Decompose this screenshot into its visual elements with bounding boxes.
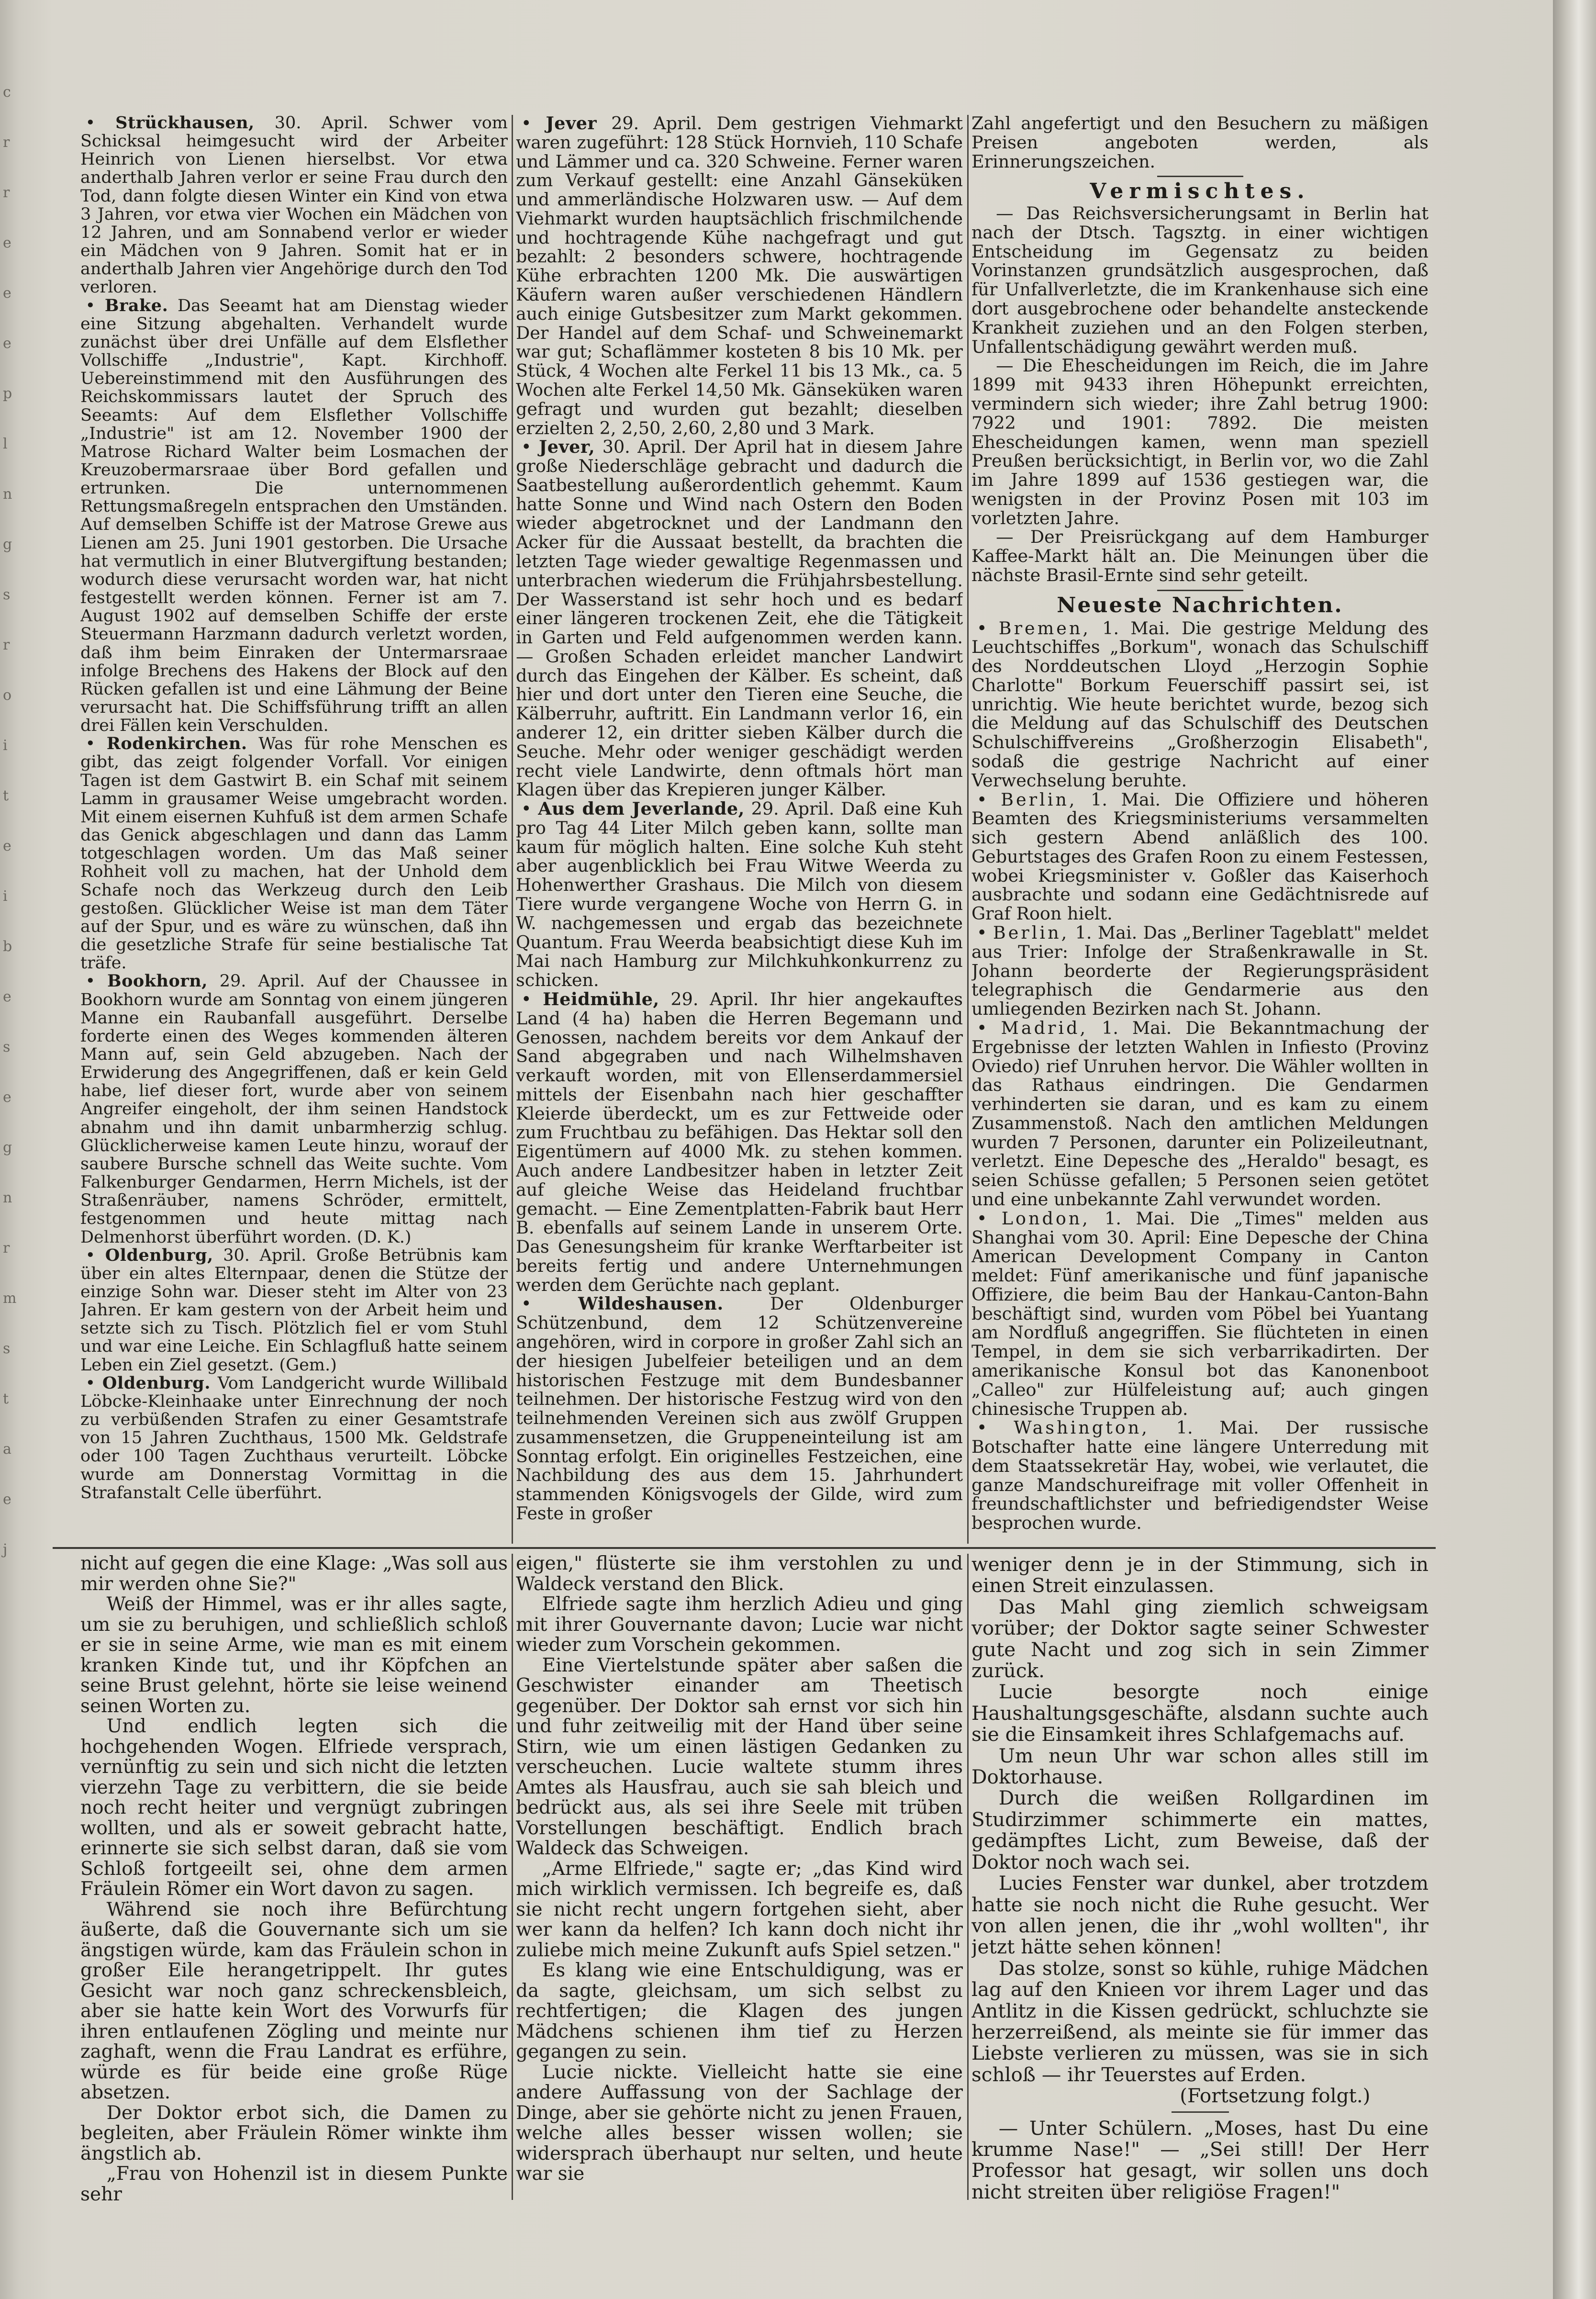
edge-letter: i xyxy=(3,737,8,754)
edge-letter: s xyxy=(3,1039,11,1055)
story-paragraph: Durch die weißen Rollgardinen im Studirzimmer schimmerte ein mattes, gedämpftes Licht, zum Beweise, daß der Doktor noch wach sei. xyxy=(971,1786,1429,1873)
news-text: Zahl angefertigt und den Besuchern zu mäßigen Preisen angeboten werden, als Erinnerungszeichen. xyxy=(971,114,1429,172)
news-item: • Aus dem Jeverlande, 29. April. Daß eine Kuh pro Tag 44 Liter Milch geben kann, sollte man kaum für möglich halten. Eine solche Kuh steht aber augenblicklich bei Frau Witwe Weerda zu Hohenwerther Grashaus. Die Milch von diesem Tiere wurde vergangene Woche von Herrn G. in W. nachgemessen und ergab das bezeichnete Quantum. Frau Weerda beabsichtigt diese Kuh im Mai nach Hamburg zur Milchkuhkonkurrenz zu schicken. xyxy=(516,798,963,991)
column-rule xyxy=(512,115,513,1544)
telegram-item: • Berlin, 1. Mai. Die Offiziere und höheren Beamten des Kriegsministeriums versammelten sich gestern Abend anläßlich des 100. Geburtstages des Grafen Roon zu einem Festessen, wobei Kriegsminister v. Goßler das Kaiserhoch ausbrachte und sodann eine Gedächtnisrede auf Graf Roon hielt. xyxy=(971,789,1429,924)
story-paragraph: Und endlich legten sich die hochgehenden Wogen. Elfriede versprach, vernünftig zu sein und sich nicht die letzten vierzehn Tage zu verbittern, die sie beide noch recht heiter und vergnügt zubringen wollten, und als er soweit gebracht hatte, erinnerte sie sich selbst daran, daß sie vom Schloß fortgeeilt sei, ohne dem armen Fräulein Römer ein Wort davon zu sagen. xyxy=(80,1716,508,1900)
news-item: • Brake. Das Seeamt hat am Dienstag wieder eine Sitzung abgehalten. Verhandelt wurde zunächst über drei Unfälle auf dem Elsflether Vollschiffe „Industrie", Kapt. Kirchhoff. Uebereinstimmend mit den Ausführungen des Reichskommissars lautet der Spruch des Seeamts: Auf dem Elsflether Vollschiffe „Industrie" ist am 12. November 1900 der Matrose Richard Walter beim Losmachen der Kreuzobermarsraae über Bord gefallen und ertrunken. Die unternommenen Rettungsmaßregeln entsprachen den Umständen. Auf demselben Schiffe ist der Matrose Grewe aus Lienen am 25. Juni 1901 gestorben. Die Ursache hat vermutlich in einer Blutvergiftung bestanden; wodurch diese verursacht worden war, hat nicht festgestellt werden können. Ferner ist am 7. August 1902 auf demselben Schiffe der erste Steuermann Harzmann dadurch verletzt worden, daß ihm beim Einraken der Untermarsraae infolge Brechens des Hakens der Block auf den Rücken gefallen ist und eine Lähmung der Beine verursacht hat. Die Schiffsführung trifft an allen drei Fällen kein Verschulden. xyxy=(80,295,508,736)
edge-letter: g xyxy=(3,1139,12,1156)
news-item: • Jever 29. April. Dem gestrigen Viehmarkt waren zugeführt: 128 Stück Hornvieh, 110 Schafe und Lämmer und ca. 320 Schweine. Ferner waren zum Verkauf gestellt: eine Anzahl Gänseküken und ammerländische Holzwaren usw. — Auf dem Viehmarkt wurden hauptsächlich frischmilchende und hochtragende Kühe nachgefragt und gut bezahlt: 2 besonders schwere, hochtragende Kühe erbrachten 1200 Mk. Die auswärtigen Käufern waren außer verschiedenen Händlern auch einige Gutsbesitzer zum Markt gekommen. Der Handel auf dem Schaf- und Schweinemarkt war gut; Schaflämmer kosteten 8 bis 10 Mk. per Stück, 4 Wochen alte Ferkel 11 bis 13 Mk., ca. 5 Wochen alte Ferkel 14,50 Mk. Gänseküken waren gefragt und wurden gut bezahlt; dieselben erzielten 2, 2,50, 2,60, 2,80 und 3 Mark. xyxy=(516,114,963,438)
news-text: 29. April. Auf der Chaussee in Bookhorn wurde am Sonntag von einem jüngeren Manne ein Raubanfall ausgeführt. Derselbe forderte einen des Weges kommenden älteren Mann auf, sein Geld abzugeben. Nach der Erwiderung des Angegriffenen, daß er kein Geld habe, lief dieser fort, wurde aber von seinem Angreifer eingeholt, der ihm seinen Handstock abnahm und ihn damit unbarmherzig schlug. Glücklicherweise kamen Leute hinzu, worauf der saubere Bursche schnell das Weite suchte. Vom Falkenburger Gendarmen, Herrn Michels, ist der Straßenräuber, namens Schröder, ermittelt, festgenommen und heute mittag nach Delmenhorst überführt worden. (D. K.) xyxy=(80,972,508,1247)
story-paragraph: Lucies Fenster war dunkel, aber trotzdem hatte sie noch nicht die Ruhe gesucht. Wer von allen jenen, die ihr „wohl wollten", ihr jetzt hätte sehen können! xyxy=(971,1872,1429,1959)
news-item: • Wildeshausen. Der Oldenburger Schützenbund, dem 12 Schützenvereine angehören, wird in corpore in großer Zahl sich an der hiesigen Jubelfeier beteiligen und an dem historischen Festzuge mit dem Bundesbanner teilnehmen. Der historische Festzug wird von den teilnehmenden Vereinen sich aus zwölf Gruppen zusammensetzen, die Gruppeneinteilung ist am Sonntag erfolgt. Ein originelles Festzeichen, eine Nachbildung des aus dem 15. Jahrhundert stammenden Königsvogels der Gilde, wird zum Feste in großer xyxy=(516,1293,963,1524)
edge-letter: m xyxy=(3,1290,17,1307)
news-item: • Strückhausen, 30. April. Schwer vom Schicksal heimgesucht wird der Arbeiter Heinrich von Lienen hierselbst. Vor etwa anderthalb Jahren verlor er seine Frau durch den Tod, dann folgte diesen Winter ein Kind von etwa 3 Jahren, vor etwa vier Wochen ein Mädchen von 12 Jahren, und am Sonnabend verlor er wieder ein Mädchen von 9 Jahren. Somit hat er in anderthalb Jahren vier Angehörige durch den Tod verloren. xyxy=(80,114,508,297)
telegram-text: 1. Mai. Die Offiziere und höheren Beamten des Kriegsministeriums versammelten sich gestern Abend anläßlich des 100. Geburtstages des Grafen Roon zu einem Festessen, wobei Kriegsminister v. Goßler das Kaiserhoch ausbrachte und sodann eine Gedächtnisrede auf Graf Roon hielt. xyxy=(971,789,1429,924)
news-column-2 xyxy=(516,114,963,1543)
news-text: 29. April. Dem gestrigen Viehmarkt waren zugeführt: 128 Stück Hornvieh, 110 Schafe und Lämmer und ca. 320 Schweine. Ferner waren zum Verkauf gestellt: eine Anzahl Gänseküken und ammerländische Holzwaren usw. — Auf dem Viehmarkt wurden hauptsächlich frischmilchende und hochtragende Kühe nachgefragt und gut bezahlt: 2 besonders schwere, hochtragende Kühe erbrachten 1200 Mk. Die auswärtigen Käufern waren außer verschiedenen Händlern auch einige Gutsbesitzer zum Markt gekommen. Der Handel auf dem Schaf- und Schweinemarkt war gut; Schaflämmer kosteten 8 bis 10 Mk. per Stück, 4 Wochen alte Ferkel 11 bis 13 Mk., ca. 5 Wochen alte Ferkel 14,50 Mk. Gänseküken waren gefragt und wurden gut bezahlt; dieselben erzielten 2, 2,50, 2,60, 2,80 und 3 Mark. xyxy=(516,114,963,438)
telegram-text: 1. Mai. Der russische Botschafter hatte eine längere Unterredung mit dem Staatssekretär Hay, wobei, wie verlautet, die ganze Mandschureifrage mit voller Offenheit in freundschaftlichster und befriedigendster Weise besprochen wurde. xyxy=(971,1417,1429,1534)
story-paragraph: „Arme Elfriede," sagte er; „das Kind wird mich wirklich vermissen. Ich begreife es, daß sie nicht recht ungern fortgehen sieht, aber wer kann da helfen? Ich kann doch nicht ihr zuliebe mich meine Zukunft aufs Spiel setzen." xyxy=(516,1858,963,1961)
edge-letter: r xyxy=(3,1240,10,1256)
news-text: 30. April. Der April hat in diesem Jahre große Niederschläge gebracht und dadurch die Saatbestellung außerordentlich gehemmt. Kaum hatte Sonne und Wind nach Ostern den Boden wieder abgetrocknet und der Landmann den Acker für die Aussaat bestellt, da brachten die letzten Tage wieder gewaltige Regenmassen und unterbrachen wiederum die Frühjahrsbestellung. Der Wasserstand ist sehr hoch und es bedarf einer längeren trockenen Zeit, ehe die Tätigkeit in Garten und Feld aufgenommen werden kann. — Großen Schaden erleidet mancher Landwirt durch das Eingehen der Kälber. Es scheint, daß hier und dort unter den Tieren eine Seuche, die Kälberruhr, auftritt. Ein Landmann verlor 16, ein anderer 12, ein dritter sieben Kälber durch die Seuche. Mehr oder weniger geschädigt werden recht viele Landwirte, denn oftmals hört man Klagen über das Krepieren junger Kälber. xyxy=(516,437,963,800)
telegram-dateline: Berlin, xyxy=(993,922,1070,943)
edge-letter: b xyxy=(3,938,12,955)
edge-letter: e xyxy=(3,1089,11,1106)
telegram-dateline: Berlin, xyxy=(1001,789,1077,810)
telegram-item: • London, 1. Mai. Die „Times" melden aus Shanghai vom 30. April: Eine Depesche der China American Development Company in Canton meldet: Fünf amerikanische und fünf japanische Offiziere, die beim Bau der Hankau-Canton-Bahn beschäftigt sind, wurden vom Pöbel bei Yuantang am Nordfluß angegriffen. Sie flüchteten in einen Tempel, in dem sie sich verbarrikadirten. Der amerikanische Konsul bot das Kanonenboot „Calleo" zur Hülfeleistung auf; auch gingen chinesische Truppen ab. xyxy=(971,1208,1429,1419)
news-dateline: Jever xyxy=(546,114,597,134)
news-text: 30. April. Schwer vom Schicksal heimgesucht wird der Arbeiter Heinrich von Lienen hierselbst. Vor etwa anderthalb Jahren verlor er seine Frau durch den Tod, dann folgte diesen Winter ein Kind von etwa 3 Jahren, vor etwa vier Wochen ein Mädchen von 12 Jahren, und am Sonnabend verlor er wieder ein Mädchen von 9 Jahren. Somit hat er in anderthalb Jahren vier Angehörige durch den Tod verloren. xyxy=(80,114,508,297)
news-column-3 xyxy=(971,114,1429,1543)
news-dateline: Oldenburg, xyxy=(105,1245,213,1265)
feuilleton-separator xyxy=(53,1547,1436,1549)
edge-letter: r xyxy=(3,134,10,151)
section-rule xyxy=(1172,2111,1229,2113)
news-continuation xyxy=(971,114,1429,171)
edge-letter: s xyxy=(3,586,11,603)
telegram-text: 1. Mai. Das „Berliner Tageblatt" meldet aus Trier: Infolge der Straßenkrawalle in St. Johann beorderte der Regierungspräsident telegraphisch die Gendarmerie aus den umliegenden Bezirken nach St. Johann. xyxy=(971,922,1429,1020)
story-paragraph: Weiß der Himmel, was er ihr alles sagte, um sie zu beruhigen, und schließlich schloß er sie in seine Arme, wie man es mit einem kranken Kinde tut, und ihr Köpfchen an seine Brust gelehnt, hörte sie leise weinend seinen Worten zu. xyxy=(80,1593,508,1717)
story-paragraph: Das Mahl ging ziemlich schweigsam vorüber; der Doktor sagte seiner Schwester gute Nacht und zog sich in sein Zimmer zurück. xyxy=(971,1595,1429,1682)
edge-letter: l xyxy=(3,436,8,452)
story-paragraph: weniger denn je in der Stimmung, sich in einen Streit einzulassen. xyxy=(971,1554,1429,1597)
story-paragraph: Während sie noch ihre Befürchtung äußerte, daß die Gouvernante sich um sie ängstigen würde, kam das Fräulein schon in großer Eile herangetrippelt. Ihr gutes Gesicht war noch ganz schreckensbleich, aber sie hatte kein Wort des Vorwurfs für ihren entlaufenen Zögling und meinte nur zaghaft, wenn die Frau Landrat es erführe, würde es für beide eine große Rüge absetzen. xyxy=(80,1898,508,2104)
story-paragraph: Der Doktor erbot sich, die Damen zu begleiten, aber Fräulein Römer winkte ihm ängstlich ab. xyxy=(80,2102,508,2164)
edge-letter: e xyxy=(3,1491,11,1508)
feuilleton-column-3 xyxy=(971,1554,1429,2205)
news-dateline: Heidmühle, xyxy=(543,988,659,1009)
column-rule xyxy=(512,1554,513,2200)
telegram-item: • Madrid, 1. Mai. Die Bekanntmachung der Ergebnisse der letzten Wahlen in Infiesto (Provinz Oviedo) rief Unruhen hervor. Die Wähler wollten in das Rathaus eindringen. Die Gendarmen verhinderten sie daran, und es kam zu einem Zusammenstoß. Nach den amtlichen Meldungen wurden 7 Personen, darunter ein Polizeileutnant, verletzt. Eine Depesche des „Heraldo" besagt, es seien Schüsse gefallen; 5 Personen seien getötet und eine unbekannte Zahl verwundet worden. xyxy=(971,1017,1429,1210)
edge-letter: e xyxy=(3,335,11,352)
edge-letter: o xyxy=(3,687,12,704)
edge-letter: n xyxy=(3,1189,12,1206)
news-text: 29. April. Ihr hier angekauftes Land (4 ha) haben die Herren Begemann und Genossen, nachdem bereits vor dem Ankauf der Sand abgegraben und nach Wilhelmshaven verkauft worden, mit von Ellenserdammersiel mittels der Eisenbahn nach hier geschaffter Kleierde überdeckt, um es zur Fettweide oder zum Fruchtbau zu befähigen. Das Hektar soll den Eigentümern auf 4000 Mk. zu stehen kommen. Auch andere Landbesitzer haben in letzter Zeit auf gleiche Weise das Heideland fruchtbar gemacht. — Eine Zementplatten-Fabrik baut Herr B. ebenfalls auf seinem Lande in unserem Orte. Das Genesungsheim für kranke Werftarbeiter ist bereits fertig und andere Unternehmungen werden dem Gerüchte nach geplant. xyxy=(516,988,963,1295)
news-item: • Rodenkirchen. Was für rohe Menschen es gibt, das zeigt folgender Vorfall. Vor einigen Tagen ist dem Gastwirt B. ein Schaf mit seinem Lamm in grausamer Weise umgebracht worden. Mit einem eisernen Kuhfuß ist dem armen Schafe das Genick abgeschlagen und dann das Lamm totgeschlagen worden. Um das Maß seiner Rohheit voll zu machen, hat der Unhold dem Schafe noch das Werkzeug durch den Leib gestoßen. Glücklicher Weise ist man dem Täter auf der Spur, und es wäre zu wünschen, daß ihn die gesetzliche Strafe für seine bestialische Tat träfe. xyxy=(80,734,508,973)
news-text: 29. April. Daß eine Kuh pro Tag 44 Liter Milch geben kann, sollte man kaum für möglich halten. Eine solche Kuh steht aber augenblicklich bei Frau Witwe Weerda zu Hohenwerther Grashaus. Die Milch von diesem Tiere wurde vergangene Woche von Herrn G. in W. nachgemessen und ergab das bezeichnete Quantum. Frau Weerda beabsichtigt diese Kuh im Mai nach Hamburg zur Milchkuhkonkurrenz zu schicken. xyxy=(516,798,963,991)
news-item: • Bookhorn, 29. April. Auf der Chaussee in Bookhorn wurde am Sonntag von einem jüngeren Manne ein Raubanfall ausgeführt. Derselbe forderte einen des Weges kommenden älteren Mann auf, sein Geld abzugeben. Nach der Erwiderung des Angegriffenen, daß er kein Geld habe, lief dieser fort, wurde aber von seinem Angreifer eingeholt, der ihm seinen Handstock abnahm und ihn damit unbarmherzig schlug. Glücklicherweise kamen Leute hinzu, worauf der saubere Bursche schnell das Weite suchte. Vom Falkenburger Gendarmen, Herrn Michels, ist der Straßenräuber, namens Schröder, ermittelt, festgenommen und heute mittag nach Delmenhorst überführt worden. (D. K.) xyxy=(80,971,508,1247)
edge-letter: t xyxy=(3,787,9,804)
telegram-dateline: Washington, xyxy=(1014,1417,1150,1438)
story-paragraph: Lucie besorgte noch einige Haushaltungsgeschäfte, alsdann suchte auch sie die Einsamkeit ihres Schlafgemachs auf. xyxy=(971,1680,1429,1746)
news-text: Der Oldenburger Schützenbund, dem 12 Schützenvereine angehören, wird in corpore in großer Zahl sich an der hiesigen Jubelfeier beteiligen und an dem historischen Festzuge mit dem Bundesbanner teilnehmen. Der historische Festzug wird von den teilnehmenden Vereinen sich aus zwölf Gruppen zusammensetzen, die Gruppeneinteilung ist am Sonntag erfolgt. Ein originelles Festzeichen, eine Nachbildung des aus dem 15. Jahrhundert stammenden Königsvogels der Gilde, wird zum Feste in großer xyxy=(516,1293,963,1524)
story-paragraph: Lucie nickte. Vielleicht hatte sie eine andere Auffassung von der Sachlage der Dinge, aber sie gehörte nicht zu jenen Frauen, welche alles besser wissen wollen; sie widersprach überhaupt nur selten, und heute war sie xyxy=(516,2061,963,2185)
edge-letter: s xyxy=(3,1340,11,1357)
page-fold xyxy=(1553,0,1596,2299)
news-text: 30. April. Große Betrübnis kam über ein altes Elternpaar, denen die Stütze der einzige Sohn war. Dieser steht im Alter von 23 Jahren. Er kam gestern von der Arbeit heim und setzte sich zu Tisch. Plötzlich fiel er vom Stuhl und war eine Leiche. Ein Schlagfluß hatte seinem Leben ein Ziel gesetzt. (Gem.) xyxy=(80,1245,508,1375)
news-column-1 xyxy=(80,114,508,1543)
telegram-item: • Washington, 1. Mai. Der russische Botschafter hatte eine längere Unterredung mit dem Staatssekretär Hay, wobei, wie verlautet, die ganze Mandschureifrage mit voller Offenheit in freundschaftlichster und befriedigendster Weise besprochen wurde. xyxy=(971,1417,1429,1534)
story-paragraph: nicht auf gegen die eine Klage: „Was soll aus mir werden ohne Sie?" xyxy=(80,1554,508,1595)
edge-letter: t xyxy=(3,1391,9,1407)
story-paragraph: „Frau von Hohenzil ist in diesem Punkte sehr xyxy=(80,2163,508,2205)
edge-letter: e xyxy=(3,235,11,251)
story-paragraph: eigen," flüsterte sie ihm verstohlen zu und Waldeck verstand den Blick. xyxy=(516,1554,963,1595)
news-dateline: Wildeshausen. xyxy=(578,1293,724,1314)
news-dateline: Strückhausen, xyxy=(115,114,255,133)
story-paragraph: Um neun Uhr war schon alles still im Doktorhause. xyxy=(971,1744,1429,1789)
section-heading-miscellaneous: Vermischtes. xyxy=(1090,179,1310,204)
feuilleton-column-1 xyxy=(80,1554,508,2205)
news-text: Das Seeamt hat am Dienstag wieder eine Sitzung abgehalten. Verhandelt wurde zunächst über drei Unfälle auf dem Elsflether Vollschiffe „Industrie", Kapt. Kirchhoff. Uebereinstimmend mit den Ausführungen des Reichskommissars lautet der Spruch des Seeamts: Auf dem Elsflether Vollschiffe „Industrie" ist am 12. November 1900 der Matrose Richard Walter beim Losmachen der Kreuzobermarsraae über Bord gefallen und ertrunken. Die unternommenen Rettungsmaßregeln entsprachen den Umständen. Auf demselben Schiffe ist der Matrose Grewe aus Lienen am 25. Juni 1901 gestorben. Die Ursache hat vermutlich in einer Blutvergiftung bestanden; wodurch diese verursacht worden war, hat nicht festgestellt werden können. Ferner ist am 7. August 1902 auf demselben Schiffe der erste Steuermann Harzmann dadurch verletzt worden, daß ihm beim Einraken der Untermarsraae infolge Brechens des Hakens der Block auf den Rücken gefallen ist und eine Lähmung der Beine verursacht hat. Die Schiffsführung trifft an allen drei Fällen kein Verschulden. xyxy=(80,296,508,736)
news-dateline: Rodenkirchen. xyxy=(106,734,247,754)
feuilleton-column-2 xyxy=(516,1554,963,2205)
edge-letter: g xyxy=(3,536,12,553)
misc-item: — Die Ehescheidungen im Reich, die im Jahre 1899 mit 9433 ihren Höhepunkt erreichten, vermindern sich wieder; ihre Zahl betrug 1900: 7922 und 1901: 7892. Die meisten Ehescheidungen kamen, wenn man speziell Preußen berücksichtigt, in Berlin vor, wo die Zahl im Jahre 1899 auf 1536 gestiegen war, die wenigsten in der Provinz Posen mit 103 im vorletzten Jahre. xyxy=(971,355,1429,528)
edge-letter: r xyxy=(3,637,10,653)
news-text: Vom Landgericht wurde Willibald Löbcke-Kleinhaake unter Einrechnung der noch zu verbüßenden Strafen zu einer Gesamtstrafe von 15 Jahren Zuchthaus, 1500 Mk. Geldstrafe oder 100 Tagen Zuchthaus verurteilt. Löbcke wurde am Donnerstag Vormittag in die Strafanstalt Celle überführt. xyxy=(80,1373,508,1503)
news-dateline: Bookhorn, xyxy=(107,971,208,991)
telegram-text: 1. Mai. Die gestrige Meldung des Leuchtschiffes „Borkum", wonach das Schulschiff des Norddeutschen Lloyd „Herzogin Sophie Charlotte" Borkum Feuerschiff passirt sei, ist unrichtig. Wie heute berichtet wurde, bezog sich die Meldung auf das Schulschiff des Deutschen Schulschiffvereins „Großherzogin Elisabeth", sodaß die gestrige Nachricht auf einer Verwechselung beruhte. xyxy=(971,617,1429,791)
story-paragraph: Elfriede sagte ihm herzlich Adieu und ging mit ihrer Gouvernante davon; Lucie war nicht wieder zum Vorschein gekommen. xyxy=(516,1593,963,1656)
telegram-dateline: Bremen, xyxy=(998,617,1091,639)
news-item: • Oldenburg, 30. April. Große Betrübnis kam über ein altes Elternpaar, denen die Stütze der einzige Sohn war. Dieser steht im Alter von 23 Jahren. Er kam gestern von der Arbeit heim und setzte sich zu Tisch. Plötzlich fiel er vom Stuhl und war eine Leiche. Ein Schlagfluß hatte seinem Leben ein Ziel gesetzt. (Gem.) xyxy=(80,1245,508,1375)
news-dateline: Jever, xyxy=(538,437,595,458)
edge-letter: n xyxy=(3,486,12,503)
edge-letter: r xyxy=(3,184,10,201)
news-item: • Heidmühle, 29. April. Ihr hier angekauftes Land (4 ha) haben die Herren Begemann und Genossen, nachdem bereits vor dem Ankauf der Sand abgegraben und nach Wilhelmshaven verkauft worden, mit von Ellenserdammersiel mittels der Eisenbahn nach hier geschaffter Kleierde überdeckt, um es zur Fettweide oder zum Fruchtbau zu befähigen. Das Hektar soll den Eigentümern auf 4000 Mk. zu stehen kommen. Auch andere Landbesitzer haben in letzter Zeit auf gleiche Weise das Heideland fruchtbar gemacht. — Eine Zementplatten-Fabrik baut Herr B. ebenfalls auf seinem Lande in unserem Orte. Das Genesungsheim für kranke Werftarbeiter ist bereits fertig und andere Unternehmungen werden dem Gerüchte nach geplant. xyxy=(516,988,963,1295)
column-rule xyxy=(967,1554,969,2200)
edge-letter: i xyxy=(3,888,8,905)
misc-item: — Der Preisrückgang auf dem Hamburger Kaffee-Markt hält an. Die Meinungen über die nächste Brasil-Ernte sind sehr geteilt. xyxy=(971,527,1429,585)
misc-item: — Das Reichsversicherungsamt in Berlin hat nach der Dtsch. Tagsztg. in einer wichtigen Entscheidung im Gegensatz zu beiden Vorinstanzen grundsätzlich ausgesprochen, daß für Unfallverletzte, die im Krankenhause sich eine dort ausgebrochene oder behandelte ansteckende Krankheit zuziehen und an den Folgen sterben, Unfallentschädigung gewährt werden muß. xyxy=(971,203,1429,357)
telegram-text: 1. Mai. Die „Times" melden aus Shanghai vom 30. April: Eine Depesche der China American Development Company in Canton meldet: Fünf amerikanische und fünf japanische Offiziere, die beim Bau der Hankau-Canton-Bahn beschäftigt sind, wurden vom Pöbel bei Yuantang am Nordfluß angegriffen. Sie flüchteten in einen Tempel, in dem sie sich verbarrikadirten. Der amerikanische Konsul bot das Kanonenboot „Calleo" zur Hülfeleistung auf; auch gingen chinesische Truppen ab. xyxy=(971,1208,1429,1419)
edge-letter: e xyxy=(3,988,11,1005)
telegram-dateline: Madrid, xyxy=(1001,1017,1088,1038)
section-rule xyxy=(1157,590,1243,591)
story-paragraph: Das stolze, sonst so kühle, ruhige Mädchen lag auf den Knieen vor ihrem Lager und das Antlitz in die Kissen gedrückt, schluchzte sie herzerreißend, als meinte sie für immer das Liebste verlieren zu müssen, was sie in sich schloß — ihr Teuerstes auf Erden. xyxy=(971,1956,1429,2086)
news-dateline: Aus dem Jeverlande, xyxy=(538,798,745,819)
news-dateline: Brake. xyxy=(104,295,168,315)
news-dateline: Oldenburg. xyxy=(102,1373,211,1393)
to-be-continued: (Fortsetzung folgt.) xyxy=(1180,2084,1371,2108)
story-paragraph: Eine Viertelstunde später aber saßen die Geschwister einander am Theetisch gegenüber. Der Doktor sah ernst vor sich hin und fuhr zeitweilig mit der Hand über seine Stirn, wie um einen lästigen Gedanken zu verscheuchen. Lucie waltete stumm ihres Amtes als Hausfrau, auch sie sah bleich und bedrückt aus, als sei ihre Seele mit trüben Vorstellungen beschäftigt. Endlich brach Waldeck das Schweigen. xyxy=(516,1654,963,1860)
telegram-item: • Berlin, 1. Mai. Das „Berliner Tageblatt" meldet aus Trier: Infolge der Straßenkrawalle in St. Johann beorderte der Regierungspräsident telegraphisch die Gendarmerie aus den umliegenden Bezirken nach St. Johann. xyxy=(971,922,1429,1020)
story-paragraph: Es klang wie eine Entschuldigung, was er da sagte, gleichsam, um sich selbst zu rechtfertigen; die Klagen des jungen Mädchens schienen ihm tief zu Herzen gegangen zu sein. xyxy=(516,1960,963,2063)
telegram-text: 1. Mai. Die Bekanntmachung der Ergebnisse der letzten Wahlen in Infiesto (Provinz Oviedo) rief Unruhen hervor. Die Wähler wollten in das Rathaus eindringen. Die Gendarmen verhinderten sie daran, und es kam zu einem Zusammenstoß. Nach den amtlichen Meldungen wurden 7 Personen, darunter ein Polizeileutnant, verletzt. Eine Depesche des „Heraldo" besagt, es seien Schüsse gefallen; 5 Personen seien getötet und eine unbekannte Zahl verwundet worden. xyxy=(971,1017,1429,1210)
telegram-item: • Bremen, 1. Mai. Die gestrige Meldung des Leuchtschiffes „Borkum", wonach das Schulschiff des Norddeutschen Lloyd „Herzogin Sophie Charlotte" Borkum Feuerschiff passirt sei, ist unrichtig. Wie heute berichtet wurde, bezog sich die Meldung auf das Schulschiff des Deutschen Schulschiffvereins „Großherzogin Elisabeth", sodaß die gestrige Nachricht auf einer Verwechselung beruhte. xyxy=(971,617,1429,791)
section-heading-latest-news: Neueste Nachrichten. xyxy=(1057,593,1343,617)
news-item: • Jever, 30. April. Der April hat in diesem Jahre große Niederschläge gebracht und dadurch die Saatbestellung außerordentlich gehemmt. Kaum hatte Sonne und Wind nach Ostern den Boden wieder abgetrocknet und der Landmann den Acker für die Aussaat bestellt, da brachten die letzten Tage wieder gewaltige Regenmassen und unterbrachen wiederum die Frühjahrsbestellung. Der Wasserstand ist sehr hoch und es bedarf einer längeren trockenen Zeit, ehe die Tätigkeit in Garten und Feld aufgenommen werden kann. — Großen Schaden erleidet mancher Landwirt durch das Eingehen der Kälber. Es scheint, daß hier und dort unter den Tieren eine Seuche, die Kälberruhr, auftritt. Ein Landmann verlor 16, ein anderer 12, ein dritter sieben Kälber durch die Seuche. Mehr oder weniger geschädigt werden recht viele Landwirte, denn oftmals hört man Klagen über das Krepieren junger Kälber. xyxy=(516,437,963,800)
edge-letter: a xyxy=(3,1441,11,1458)
section-rule xyxy=(1157,176,1243,177)
column-rule xyxy=(967,115,969,1544)
edge-letter: j xyxy=(3,1541,8,1558)
cut-off-left-column xyxy=(3,67,22,1575)
edge-letter: p xyxy=(3,385,12,402)
telegram-dateline: London, xyxy=(1001,1208,1090,1229)
edge-letter: e xyxy=(3,838,11,854)
news-item: • Oldenburg. Vom Landgericht wurde Willibald Löbcke-Kleinhaake unter Einrechnung der noch zu verbüßenden Strafen zu einer Gesamtstrafe von 15 Jahren Zuchthaus, 1500 Mk. Geldstrafe oder 100 Tagen Zuchthaus verurteilt. Löbcke wurde am Donnerstag Vormittag in die Strafanstalt Celle überführt. xyxy=(80,1373,508,1503)
joke-item: — Unter Schülern. „Moses, hast Du eine krumme Nase!" — „Sei still! Der Herr Professor hat gesagt, wir sollen uns doch nicht streiten über religiöse Fragen!" xyxy=(971,2116,1429,2203)
edge-letter: e xyxy=(3,285,11,302)
edge-letter: c xyxy=(3,84,11,101)
news-text: Was für rohe Menschen es gibt, das zeigt folgender Vorfall. Vor einigen Tagen ist dem Gastwirt B. ein Schaf mit seinem Lamm in grausamer Weise umgebracht worden. Mit einem eisernen Kuhfuß ist dem armen Schafe das Genick abgeschlagen und dann das Lamm totgeschlagen worden. Um das Maß seiner Rohheit voll zu machen, hat der Unhold dem Schafe noch das Werkzeug durch den Leib gestoßen. Glücklicher Weise ist man dem Täter auf der Spur, und es wäre zu wünschen, daß ihn die gesetzliche Strafe für seine bestialische Tat träfe. xyxy=(80,734,508,973)
